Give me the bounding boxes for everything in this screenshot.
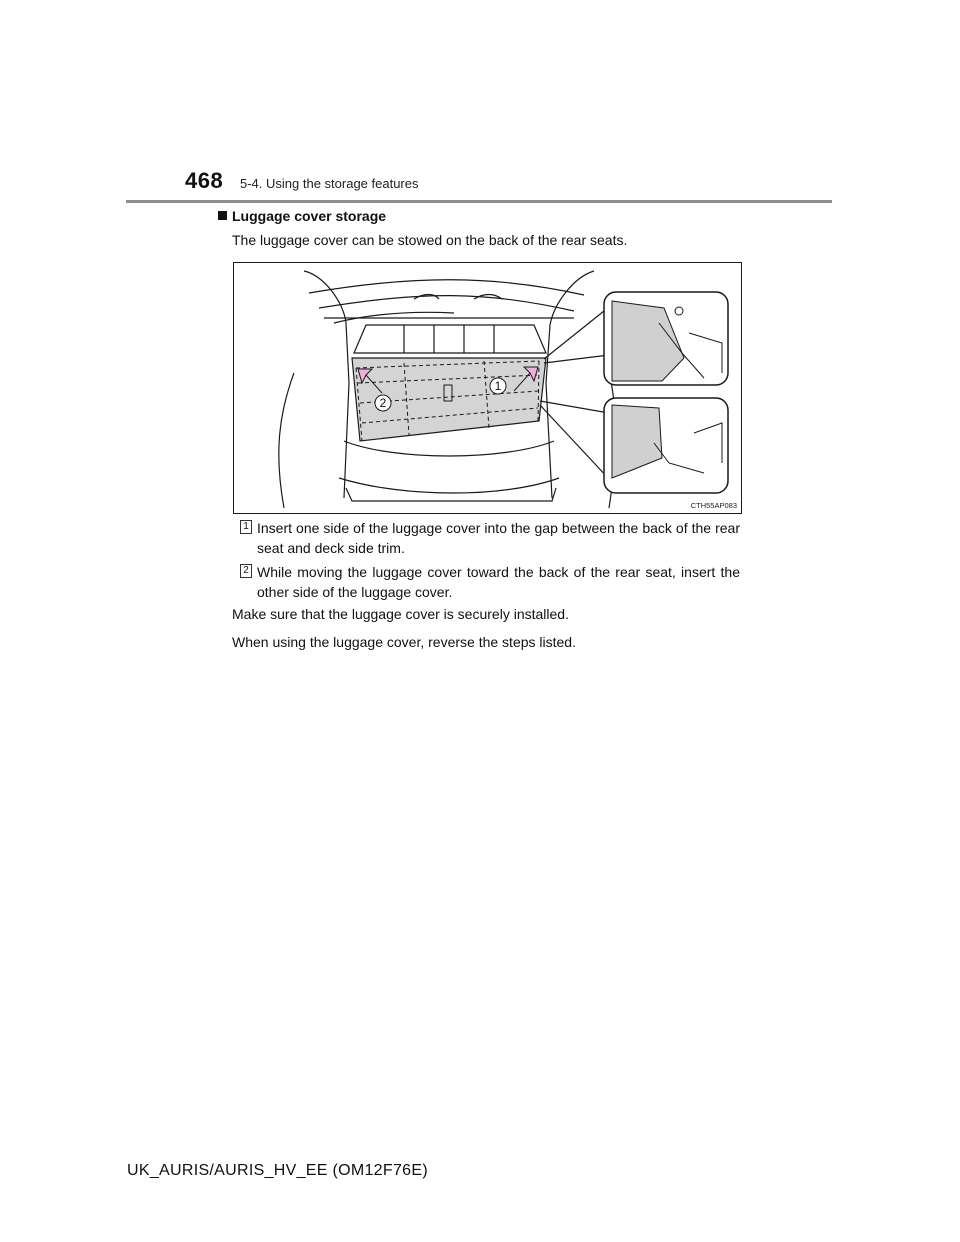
callout-2: 2 [379,396,387,410]
section-title: 5-4. Using the storage features [240,176,419,191]
step-number: 1 [240,520,252,534]
model-footer: UK_AURIS/AURIS_HV_EE (OM12F76E) [127,1162,428,1179]
step-text: While moving the luggage cover toward the back of the rear seat, insert the other side of the luggage cover. [257,564,740,600]
note-text: Make sure that the luggage cover is securely installed. [232,606,569,622]
step-item [240,562,740,604]
heading-text: Luggage cover storage [232,208,387,224]
step-text: Insert one side of the luggage cover into the gap between the back of the rear seat and deck side trim. [257,520,740,556]
note-text: When using the luggage cover, reverse the steps listed. [232,634,576,650]
header-divider [126,200,832,203]
car-trunk-drawing [234,263,742,514]
luggage-cover-illustration [233,262,742,514]
step-number: 2 [240,564,252,578]
callout-1: 1 [494,379,502,393]
step-item [240,518,740,560]
section-heading [218,208,386,224]
intro-text: The luggage cover can be stowed on the back of the rear seats. [232,232,628,248]
figure-code: CTH55AP083 [690,501,737,510]
square-bullet-icon [218,211,227,220]
page-number: 468 [185,168,224,193]
